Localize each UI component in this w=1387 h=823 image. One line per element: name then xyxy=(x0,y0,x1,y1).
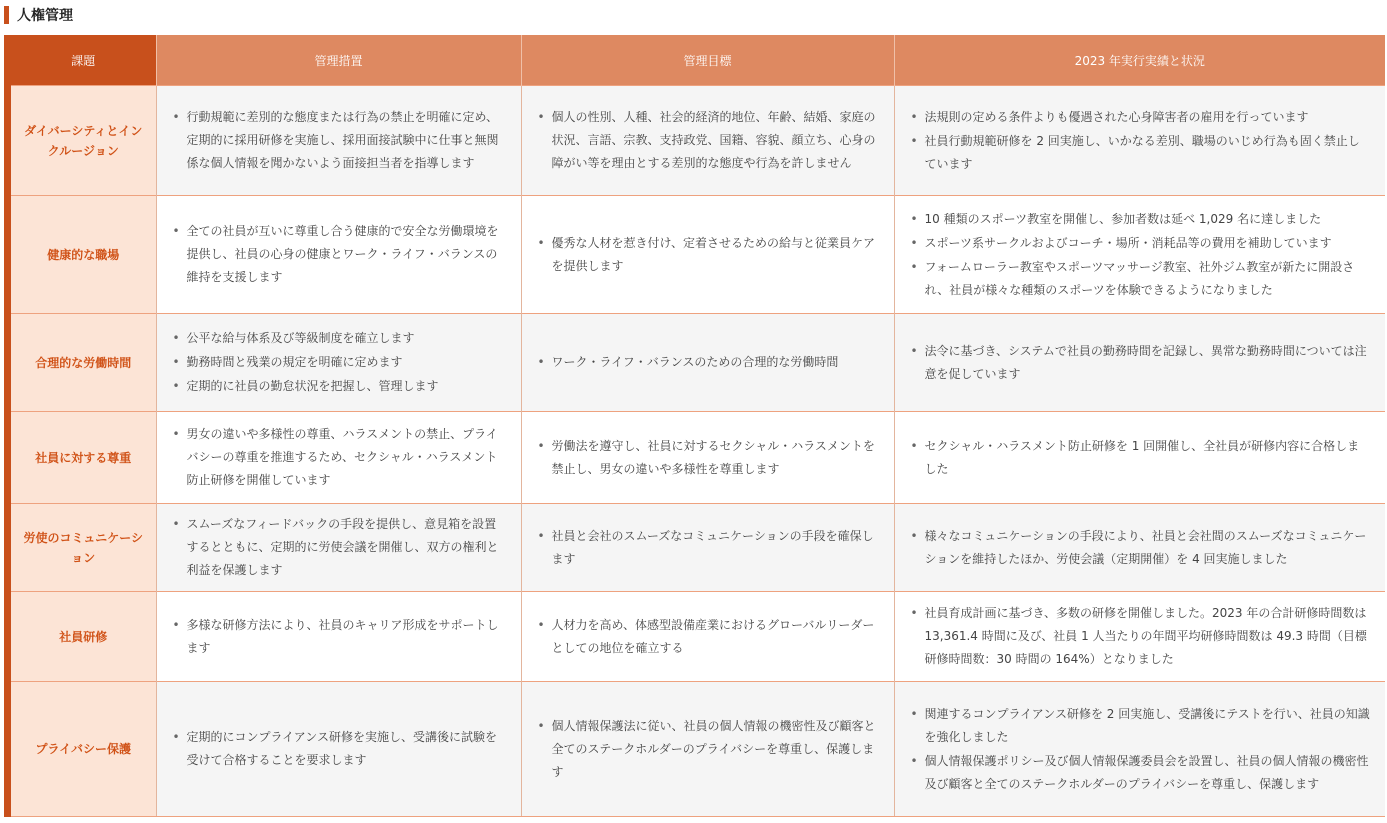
goals-list xyxy=(538,715,880,784)
list-item: • フォームローラー教室やスポーツマッサージ教室、社外ジム教室が新たに開設され、社員が様々な種類のスポーツを体験できるようになりました xyxy=(911,256,1372,302)
list-item: • 多様な研修方法により、社員のキャリア形成をサポートします xyxy=(173,614,507,660)
list-item: • 社員育成計画に基づき、多数の研修を開催しました。2023 年の合計研修時間数は 13,361.4 時間に及び、社員 1 人当たりの年間平均研修時間数は 49.3 時間（目標研修時間数：30 時間の 164%）となりました xyxy=(911,602,1372,671)
header-measures: 管理措置 xyxy=(156,35,521,86)
goals-cell xyxy=(521,86,894,196)
measures-cell xyxy=(156,196,521,314)
table-header-row xyxy=(11,35,1385,86)
measures-list xyxy=(173,513,507,582)
issue-cell: 合理的な労働時間 xyxy=(11,314,156,412)
measures-cell xyxy=(156,412,521,504)
issue-cell: 労使のコミュニケーション xyxy=(11,504,156,592)
results-list xyxy=(911,106,1372,176)
header-goals: 管理目標 xyxy=(521,35,894,86)
list-item: • 法令に基づき、システムで社員の勤務時間を記録し、異常な勤務時間については注意を促しています xyxy=(911,340,1372,386)
results-list xyxy=(911,703,1372,796)
issue-cell: 社員研修 xyxy=(11,592,156,682)
table-row xyxy=(11,86,1385,196)
goals-list xyxy=(538,106,880,175)
list-item: • 定期的にコンプライアンス研修を実施し、受講後に試験を受けて合格することを要求します xyxy=(173,726,507,772)
goals-list xyxy=(538,232,880,278)
list-item: • 様々なコミュニケーションの手段により、社員と会社間のスムーズなコミュニケーションを維持したほか、労使会議（定期開催）を 4 回実施しました xyxy=(911,525,1372,571)
results-cell xyxy=(894,86,1385,196)
results-list xyxy=(911,602,1372,671)
table-row xyxy=(11,504,1385,592)
results-cell xyxy=(894,314,1385,412)
heading-accent-bar xyxy=(4,6,9,24)
results-list xyxy=(911,525,1372,571)
header-results: 2023 年実行実績と状況 xyxy=(894,35,1385,86)
goals-cell xyxy=(521,504,894,592)
page-title: 人権管理 xyxy=(17,8,73,24)
table-row xyxy=(11,592,1385,682)
goals-list xyxy=(538,614,880,660)
section-heading xyxy=(4,5,73,25)
table-row xyxy=(11,196,1385,314)
list-item: • 個人情報保護法に従い、社員の個人情報の機密性及び顧客と全てのステークホルダーのプライバシーを尊重し、保護します xyxy=(538,715,880,784)
list-item: • 公平な給与体系及び等級制度を確立します xyxy=(173,327,507,350)
measures-list xyxy=(173,220,507,289)
measures-list xyxy=(173,423,507,492)
list-item: • 全ての社員が互いに尊重し合う健康的で安全な労働環境を提供し、社員の心身の健康とワーク・ライフ・バランスの維持を支援します xyxy=(173,220,507,289)
list-item: • スポーツ系サークルおよびコーチ・場所・消耗品等の費用を補助しています xyxy=(911,232,1372,255)
measures-cell xyxy=(156,592,521,682)
measures-list xyxy=(173,726,507,772)
list-item: • 人材力を高め、体感型設備産業におけるグローバルリーダーとしての地位を確立する xyxy=(538,614,880,660)
goals-cell xyxy=(521,682,894,817)
list-item: • 社員行動規範研修を 2 回実施し、いかなる差別、職場のいじめ行為も固く禁止しています xyxy=(911,130,1372,176)
list-item: • 行動規範に差別的な態度または行為の禁止を明確に定め、定期的に採用研修を実施し、採用面接試験中に仕事と無関係な個人情報を聞かないよう面接担当者を指導します xyxy=(173,106,507,175)
goals-cell xyxy=(521,314,894,412)
list-item: • 社員と会社のスムーズなコミュニケーションの手段を確保します xyxy=(538,525,880,571)
measures-list xyxy=(173,614,507,660)
list-item: • セクシャル・ハラスメント防止研修を 1 回開催し、全社員が研修内容に合格しました xyxy=(911,435,1372,481)
results-list xyxy=(911,435,1372,481)
goals-cell xyxy=(521,196,894,314)
results-cell xyxy=(894,682,1385,817)
list-item: • 優秀な人材を惹き付け、定着させるための給与と従業員ケアを提供します xyxy=(538,232,880,278)
measures-cell xyxy=(156,86,521,196)
measures-list xyxy=(173,106,507,175)
list-item: • ワーク・ライフ・バランスのための合理的な労働時間 xyxy=(538,351,880,374)
list-item: • 勤務時間と残業の規定を明確に定めます xyxy=(173,351,507,374)
issue-cell: ダイバーシティとインクルージョン xyxy=(11,86,156,196)
measures-cell xyxy=(156,314,521,412)
issue-cell: 健康的な職場 xyxy=(11,196,156,314)
list-item: • 個人の性別、人種、社会的経済的地位、年齢、結婚、家庭の状況、言語、宗教、支持政党、国籍、容貌、顔立ち、心身の障がい等を理由とする差別的な態度や行為を許しません xyxy=(538,106,880,175)
header-issue: 課題 xyxy=(11,35,156,86)
table-row xyxy=(11,682,1385,817)
goals-list xyxy=(538,351,880,374)
table-row xyxy=(11,314,1385,412)
list-item: • スムーズなフィードバックの手段を提供し、意見箱を設置するとともに、定期的に労使会議を開催し、双方の権利と利益を保護します xyxy=(173,513,507,582)
list-item: • 労働法を遵守し、社員に対するセクシャル・ハラスメントを禁止し、男女の違いや多様性を尊重します xyxy=(538,435,880,481)
goals-cell xyxy=(521,412,894,504)
measures-cell xyxy=(156,504,521,592)
goals-list xyxy=(538,435,880,481)
human-rights-table-container xyxy=(4,35,1385,817)
table-row xyxy=(11,412,1385,504)
measures-list xyxy=(173,327,507,398)
issue-cell: 社員に対する尊重 xyxy=(11,412,156,504)
goals-list xyxy=(538,525,880,571)
list-item: • 個人情報保護ポリシー及び個人情報保護委員会を設置し、社員の個人情報の機密性及び顧客と全てのステークホルダーのプライバシーを尊重し、保護します xyxy=(911,750,1372,796)
goals-cell xyxy=(521,592,894,682)
issue-cell: プライバシー保護 xyxy=(11,682,156,817)
list-item: • 法規則の定める条件よりも優遇された心身障害者の雇用を行っています xyxy=(911,106,1372,129)
measures-cell xyxy=(156,682,521,817)
results-cell xyxy=(894,412,1385,504)
list-item: • 関連するコンプライアンス研修を 2 回実施し、受講後にテストを行い、社員の知識を強化しました xyxy=(911,703,1372,749)
results-cell xyxy=(894,196,1385,314)
list-item: • 定期的に社員の勤怠状況を把握し、管理します xyxy=(173,375,507,398)
results-list xyxy=(911,208,1372,302)
results-cell xyxy=(894,592,1385,682)
human-rights-table xyxy=(11,35,1385,817)
results-cell xyxy=(894,504,1385,592)
list-item: • 10 種類のスポーツ教室を開催し、参加者数は延べ 1,029 名に達しました xyxy=(911,208,1372,231)
list-item: • 男女の違いや多様性の尊重、ハラスメントの禁止、プライバシーの尊重を推進するため、セクシャル・ハラスメント防止研修を開催しています xyxy=(173,423,507,492)
results-list xyxy=(911,340,1372,386)
